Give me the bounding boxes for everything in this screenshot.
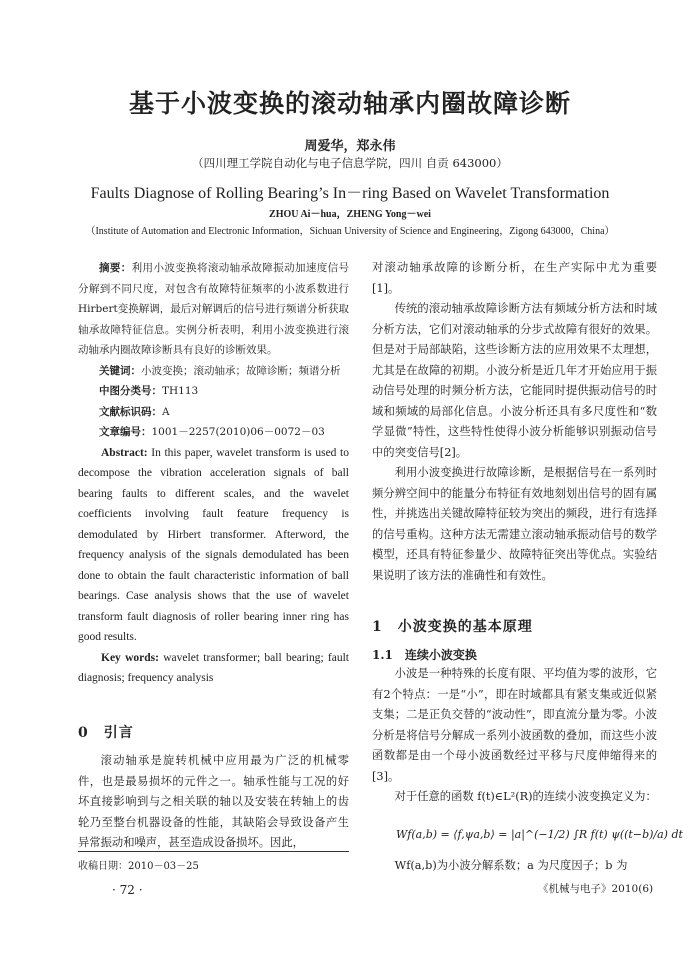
paper-title: 基于小波变换的滚动轴承内圈故障诊断: [128, 89, 571, 118]
section-1-1-body: [372, 664, 657, 808]
clc-value: TH113: [162, 385, 199, 397]
article-no-value: 1001－2257(2010)06－0072－03: [151, 426, 325, 438]
section-0-body: [78, 751, 349, 854]
keywords-zh: [78, 361, 349, 382]
doc-code-line: [78, 402, 349, 423]
abstract-en-text: In this paper, wavelet transform is used to decompose the vibration acceleration signals of ball bearing faults to different scales, and the wavelet coefficients involving fault feature frequency is demodulated by Hirbert transformer. Afterword, the frequency analysis of the signals demodulated has been done to obtain the fault characteristic information of ball bearings. Case analysis shows that the use of wavelet transform fault diagnosis of roller bearing inner ring has good results.: [78, 446, 350, 643]
cwt-formula: Wf(a,b) = ⟨f,ψa,b⟩ = |a|^(−1/2) ∫R f(t) ψ((t−b)/a) dt: [396, 828, 683, 841]
affiliation: （四川理工学院自动化与电子信息学院，四川 自贡 643000）: [192, 156, 508, 170]
abstract-block: [78, 258, 349, 689]
right-column-body: [372, 258, 657, 586]
received-date: 收稿日期：2010－03－25: [78, 861, 199, 872]
article-no-label: 文章编号：: [99, 426, 152, 438]
english-affiliation: （Institute of Automation and Electronic Information，Sichuan University of Science and Engineering，Zigong 643000，China）: [85, 226, 615, 237]
definition-paragraph: 对于任意的函数 f(t)∈L²(R)的连续小波变换定义为：: [394, 790, 657, 803]
intro-paragraph-3: 利用小波变换进行故障诊断，是根据信号在一系列时频分辨空间中的能量分布特征有效地刻划出信号的固有属性，并挑选出关键故障特征较为突出的频段，进行有选择的信号重构。这种方法无需建立滚动轴承振动信号的数学模型，还具有特征参量少、故障特征突出等优点。实验结果说明了该方法的准确性和有效性。: [372, 466, 657, 582]
english-title: Faults Diagnose of Rolling Bearing’s In－ring Based on Wavelet Transformation: [90, 185, 610, 202]
section-0-heading: 0 引言: [78, 725, 134, 741]
doc-code-label: 文献标识码：: [99, 405, 162, 418]
wavelet-paragraph: 小波是一种特殊的长度有限、平均值为零的波形，它有2个特点：一是“小”，即在时域都具有紧支集或近似紧支集；二是正负交替的“波动性”，即直流分量为零。小波分析是将信号分解成一系列小波函数的叠加，而这些小波函数都是由一个母小波函数经过平移与尺度伸缩得来的[3]。: [372, 667, 657, 783]
keywords-en-label: Key words:: [101, 651, 159, 664]
page-number: · 72 ·: [112, 883, 143, 897]
keywords-en: [78, 648, 349, 689]
keywords-label: 关键词：: [99, 364, 141, 377]
coefficient-description: Wf(a,b)为小波分解系数；a 为尺度因子；b 为: [394, 859, 628, 872]
journal-footer: 《机械与电子》2010(6): [538, 883, 654, 895]
abstract-text: 利用小波变换将滚动轴承故障振动加速度信号分解到不同尺度，对包含有故障特征频率的小波系数进行Hirbert变换解调，最后对解调后的信号进行频谱分析获取轴承故障特征信息。实例分析表明，利用小波变换进行滚动轴承内圈故障诊断具有良好的诊断效果。: [78, 262, 350, 356]
article-no-line: [78, 422, 349, 443]
clc-line: [78, 381, 349, 402]
abstract-en: [78, 443, 349, 648]
section-0-paragraph: 滚动轴承是旋转机械中应用最为广泛的机械零件，也是最易损坏的元件之一。轴承性能与工况的好坏直接影响到与之相关联的轴以及安装在转轴上的齿轮乃至整台机器设备的性能，其缺陷会导致设备产生异常振动和噪声，甚至造成设备损坏。因此，: [78, 754, 349, 849]
doc-code-value: A: [162, 405, 170, 418]
intro-paragraph-2: 传统的滚动轴承故障诊断方法有频域分析方法和时域分析方法，它们对滚动轴承的分步式故障有很好的效果。但是对于局部缺陷，这些诊断方法的应用效果不太理想，尤其是在故障的初期。小波分析是近几年才开始应用于振动信号处理的时频分析方法，它能同时提供振动信号的时域和频域的局部化信息。小波分析还具有多尺度性和“数学显微”特性，这些特性使得小波分析能够识别振动信号中的突变信号[2]。: [372, 302, 657, 459]
abstract-en-label: Abstract:: [101, 446, 148, 459]
formula-explanation: [372, 856, 657, 877]
authors: 周爱华，郑永伟: [304, 139, 396, 154]
section-1-1-heading: 1.1 连续小波变换: [372, 648, 477, 662]
abstract-zh: [78, 258, 349, 361]
footnote-divider: [78, 851, 349, 852]
intro-continued: 对滚动轴承故障的诊断分析，在生产实际中尤为重要[1]。: [372, 261, 657, 295]
abstract-label: 摘要：: [99, 262, 132, 274]
section-1-heading: 1 小波变换的基本原理: [372, 619, 533, 635]
english-authors: ZHOU Ai－hua，ZHENG Yong－wei: [269, 209, 431, 220]
keywords-text: 小波变换；滚动轴承；故障诊断；频谱分析: [141, 364, 341, 377]
clc-label: 中图分类号：: [99, 385, 162, 397]
keywords-en-text: wavelet transformer; ball bearing; fault diagnosis; frequency analysis: [78, 651, 349, 684]
